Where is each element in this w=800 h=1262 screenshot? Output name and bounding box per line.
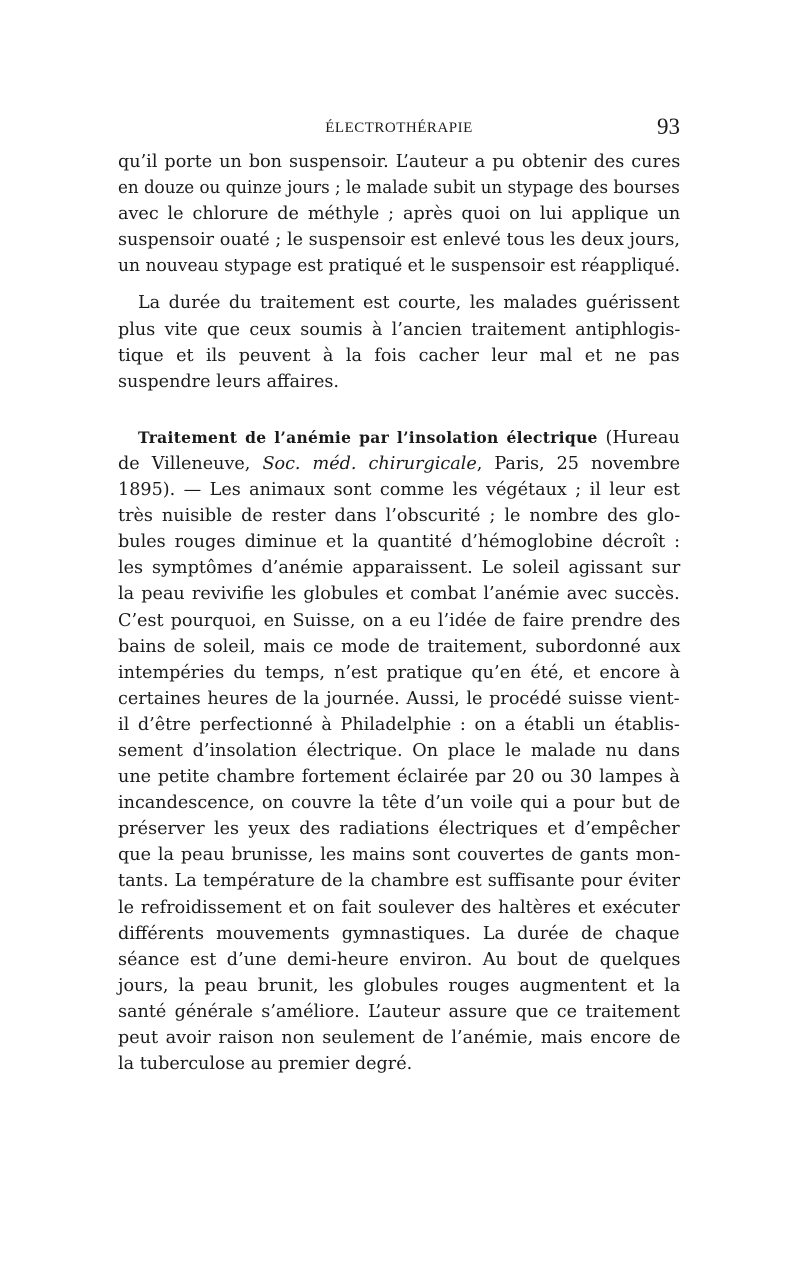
text-line: une petite chambre fortement éclairée par 20 ou 30 lampes à [118, 767, 680, 788]
section-heading: Traitement de l’anémie par l’insolation électrique [138, 427, 598, 447]
text-line: C’est pourquoi, en Suisse, on a eu l’idée de faire prendre des [118, 610, 681, 631]
text-line: peut avoir raison non seulement de l’anémie, mais encore de [118, 1028, 681, 1048]
text-line: santé générale s’améliore. L’auteur assure que ce traitement [118, 1001, 680, 1022]
text-line: suspendre leurs affaires. [118, 371, 340, 392]
text-line: bains de soleil, mais ce mode de traitement, subordonné aux [118, 636, 681, 657]
paragraph-suspensoir [118, 149, 680, 279]
text-line: tique et ils peuvent à la fois cacher leur mal et ne pas [118, 345, 680, 366]
text-line: un nouveau stypage est pratiqué et le suspensoir est réappliqué. [118, 256, 681, 277]
text-line: 1895). — Les animaux sont comme les végétaux ; il leur est [118, 480, 680, 501]
text-line: La durée du traitement est courte, les malades guérissent [138, 293, 680, 314]
text-line: en douze ou quinze jours ; le malade subit un stypage des bourses [118, 178, 680, 199]
text-line: incandescence, on couvre la tête d’un voile qui a pour but de [118, 793, 681, 814]
text-line: qu’il porte un bon suspensoir. L’auteur a pu obtenir des cures [118, 152, 681, 172]
text-line: la peau revivifie les globules et combat l’anémie avec succès. [118, 584, 680, 605]
paragraph-anemie [118, 425, 680, 1077]
text-line: séance est d’une demi-heure environ. Au bout de quelques [118, 949, 681, 970]
text-line: suspensoir ouaté ; le suspensoir est enlevé tous les deux jours, [118, 230, 680, 251]
citation-journal: Soc. méd. chirurgicale [262, 453, 477, 474]
text-line: la tuberculose au premier degré. [118, 1054, 413, 1075]
text-line: jours, la peau brunit, les globules rouges augmentent et la [118, 975, 681, 996]
citation-text: de Villeneuve, [118, 453, 263, 474]
text-line: préserver les yeux des radiations électriques et d’empêcher [118, 819, 680, 840]
paragraph-duree [118, 290, 680, 394]
text-line: avec le chlorure de méthyle ; après quoi on lui applique un [118, 204, 681, 225]
heading-continuation: (Hureau [597, 427, 680, 448]
text-line: bules rouges diminue et la quantité d’hémoglobine décroît : [118, 532, 681, 553]
text-line: intempéries du temps, n’est pratique qu’en été, et encore à [118, 662, 680, 683]
body-text [118, 149, 680, 1077]
text-line: certaines heures de la journée. Aussi, le procédé suisse vient- [118, 688, 680, 709]
text-line [118, 451, 680, 477]
text-line [118, 425, 680, 451]
page-number: 93 [657, 114, 680, 139]
running-head [118, 112, 680, 146]
text-line: il d’être perfectionné à Philadelphie : on a établi un établis- [118, 714, 680, 735]
text-line: très nuisible de rester dans l’obscurité ; le nombre des glo- [118, 506, 681, 527]
text-line: le refroidissement et on fait soulever des haltères et exécuter [118, 897, 680, 918]
citation-date: , Paris, 25 novembre [476, 453, 681, 474]
running-title: ÉLECTROTHÉRAPIE [325, 120, 473, 136]
text-line: plus vite que ceux soumis à l’ancien traitement antiphlogis- [118, 319, 681, 340]
text-line: différents mouvements gymnastiques. La durée de chaque [118, 923, 680, 944]
text-line: les symptômes d’anémie apparaissent. Le soleil agissant sur [118, 558, 681, 579]
text-line: sement d’insolation électrique. On place le malade nu dans [118, 740, 681, 761]
text-line: tants. La température de la chambre est suffisante pour éviter [118, 871, 681, 892]
text-line: que la peau brunisse, les mains sont couvertes de gants mon- [118, 845, 681, 866]
